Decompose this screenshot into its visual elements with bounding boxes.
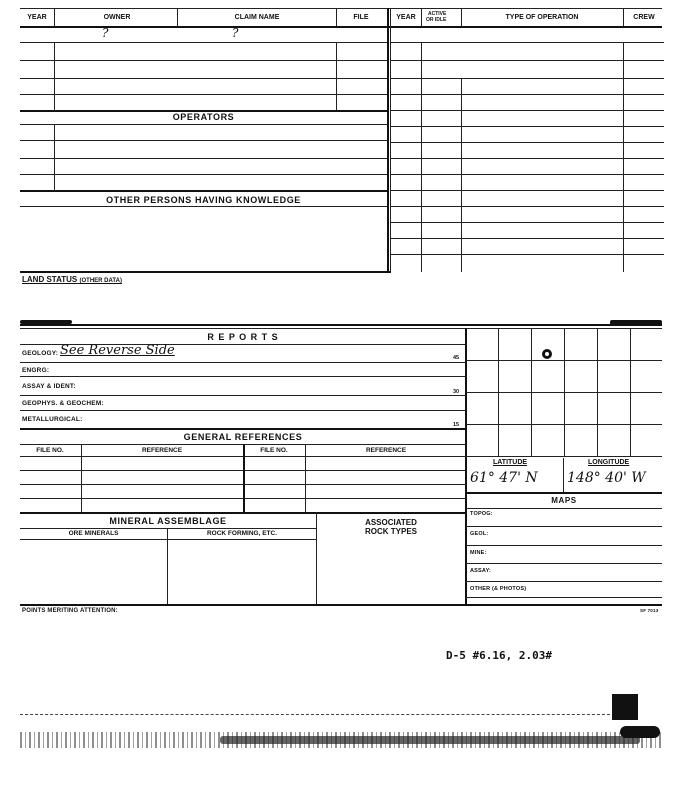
reports-heading: R E P O R T S	[207, 332, 279, 342]
latitude-label: LATITUDE	[493, 459, 528, 466]
land-status-title: LAND STATUS	[22, 275, 78, 284]
row-line	[20, 140, 387, 141]
rule	[20, 8, 662, 9]
scan-artifact	[612, 694, 638, 720]
row-line	[466, 563, 662, 564]
land-status-sub: (OTHER DATA)	[79, 278, 122, 284]
mineral-assemblage-heading: MINERAL ASSEMBLAGE	[109, 516, 227, 526]
divider	[177, 8, 178, 26]
row-line	[466, 597, 662, 598]
points-meriting-label: POINTS MERITING ATTENTION:	[22, 608, 118, 614]
divider	[421, 42, 422, 272]
geology-label: GEOLOGY:	[22, 350, 59, 357]
rock-types-header: ROCK TYPES	[364, 527, 417, 536]
divider	[54, 124, 55, 190]
row-line	[20, 190, 387, 192]
scan-noise	[220, 736, 640, 744]
row-line	[466, 508, 662, 509]
row-line	[466, 581, 662, 582]
row-line	[20, 174, 387, 175]
row-line	[20, 206, 387, 207]
claim-value: ?	[232, 26, 239, 40]
other-persons-heading: OTHER PERSONS HAVING KNOWLEDGE	[106, 195, 301, 205]
file-no-header-2: FILE NO.	[260, 447, 288, 454]
rule	[20, 324, 662, 326]
general-references-heading: GENERAL REFERENCES	[183, 432, 303, 442]
divider	[305, 444, 306, 512]
row-line	[20, 124, 387, 125]
topog-label: TOPOG:	[470, 511, 493, 517]
row-line	[20, 271, 391, 273]
file-no-header-1: FILE NO.	[36, 447, 64, 454]
maps-heading: MAPS	[551, 496, 577, 505]
divider	[81, 444, 82, 512]
section-divider	[387, 8, 389, 272]
row-line	[20, 528, 316, 529]
row-line	[20, 376, 466, 377]
col-claim-header: CLAIM NAME	[234, 14, 280, 21]
rule	[20, 604, 662, 606]
grid-line	[466, 392, 662, 393]
rule	[20, 328, 662, 329]
row-line	[20, 78, 387, 79]
ore-minerals-header: ORE MINERALS	[68, 530, 119, 537]
operators-heading: OPERATORS	[172, 112, 235, 122]
land-status-label	[22, 275, 122, 284]
row-line	[20, 60, 387, 61]
form-number: SF 7013	[640, 608, 659, 613]
mine-label: MINE:	[470, 550, 487, 556]
metallurgical-label: METALLURGICAL:	[22, 416, 83, 423]
grid-line	[466, 456, 662, 457]
col-owner-header: OWNER	[103, 14, 131, 21]
location-marker-icon	[542, 349, 552, 359]
scan-artifact	[620, 726, 660, 738]
row-line	[20, 395, 466, 396]
divider	[336, 8, 337, 26]
longitude-label: LONGITUDE	[588, 459, 630, 466]
col-year-header: YEAR	[27, 14, 47, 21]
reference-header-1: REFERENCE	[141, 447, 183, 454]
other-photos-label: OTHER (& PHOTOS)	[470, 586, 527, 592]
divider	[623, 42, 624, 272]
divider	[54, 8, 55, 26]
grid-line	[466, 424, 662, 425]
assay-map-label: ASSAY:	[470, 568, 492, 574]
col-idle-header: OR IDLE	[426, 17, 447, 23]
col-year2-header: YEAR	[396, 14, 416, 21]
divider	[461, 78, 462, 272]
divider	[316, 512, 317, 604]
divider	[54, 42, 55, 110]
divider	[623, 8, 624, 26]
row-line	[466, 526, 662, 527]
divider	[243, 444, 245, 512]
row-line	[20, 362, 466, 363]
col-active-header: ACTIVE	[428, 11, 447, 17]
margin-number: 15	[453, 422, 460, 428]
row-line	[20, 158, 387, 159]
longitude-value: 148° 40' W	[567, 470, 646, 486]
reference-code: D-5 #6.16, 2.03#	[446, 649, 552, 662]
row-line	[466, 545, 662, 546]
margin-number: 45	[453, 355, 460, 361]
row-line	[20, 94, 387, 95]
owner-value: ?	[102, 26, 109, 40]
latitude-value: 61° 47' N	[470, 470, 538, 486]
grid-line	[466, 360, 662, 361]
row-line	[20, 42, 387, 43]
geophys-label: GEOPHYS. & GEOCHEM:	[22, 400, 104, 407]
divider	[421, 8, 422, 26]
row-line	[466, 492, 662, 494]
scan-line	[20, 714, 620, 715]
margin-number: 30	[453, 389, 460, 395]
divider	[336, 42, 337, 110]
section-divider	[390, 8, 391, 272]
col-file-header: FILE	[353, 14, 369, 21]
rule	[20, 26, 662, 28]
row-line	[20, 539, 316, 540]
row-line	[20, 428, 466, 430]
row-line	[20, 410, 466, 411]
divider	[563, 458, 564, 492]
rock-forming-header: ROCK FORMING, ETC.	[206, 530, 278, 537]
divider	[461, 8, 462, 26]
divider	[167, 528, 168, 604]
assay-label: ASSAY & IDENT:	[22, 383, 76, 390]
geol-label: GEOL:	[470, 531, 489, 537]
reference-header-2: REFERENCE	[365, 447, 407, 454]
col-crew-header: CREW	[633, 14, 655, 21]
geology-value: See Reverse Side	[60, 343, 175, 358]
associated-header: ASSOCIATED	[365, 518, 417, 527]
engrg-label: ENGRG:	[22, 367, 50, 374]
row-line	[20, 512, 466, 514]
col-type-header: TYPE OF OPERATION	[505, 14, 579, 21]
